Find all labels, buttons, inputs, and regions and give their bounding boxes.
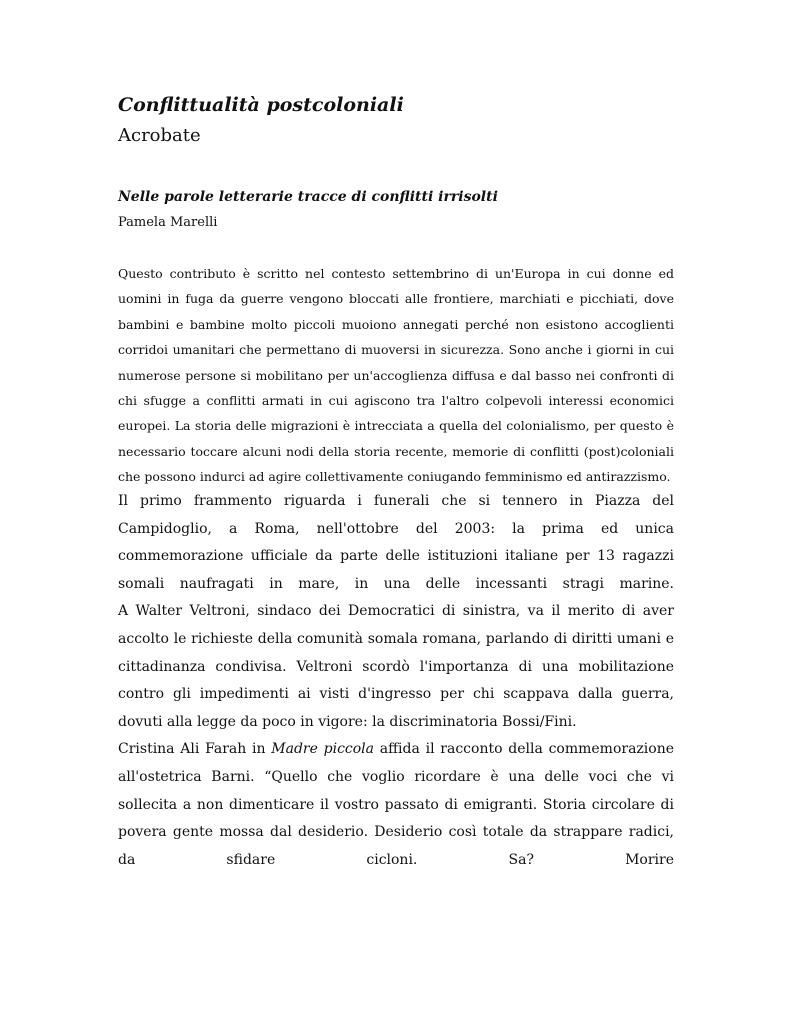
abstract-text: Questo contributo è scritto nel contesto settembrino di un'Europa in cui donne ed uomini in fuga da guerre vengono bloccati alle frontiere, marchiati e picchiati, dove bambini e bambine molto piccoli muoiono annegati perché non esistono accoglienti corridoi umanitari che permettano di muoversi in sicurezza. Sono anche i giorni in cui numerose persone si mobilitano per un'accoglienza diffusa e dal basso nei confronti di chi sfugge a conflitti armati in cui agiscono tra l'altro colpevoli interessi economici europei. La storia delle migrazioni è intrecciata a quella del colonialismo, per questo è necessario toccare alcuni nodi della storia recente, memorie di conflitti (post)coloniali che possono indurci ad agire collettivamente coniugando femminismo ed antirazzismo. bbox=[118, 266, 674, 485]
section-subtitle: Acrobate bbox=[118, 125, 201, 146]
body-paragraph-1: Il primo frammento riguarda i funerali che si tennero in Piazza del Campidoglio, a Roma, nell'ottobre del 2003: la prima ed unica commemorazione ufficiale da parte delle istituzioni italiane per 13 ragazzi somali naufragati in mare, in una delle incessanti stragi marine. bbox=[118, 493, 674, 592]
body-paragraph-3 bbox=[118, 736, 674, 874]
article-body bbox=[118, 488, 674, 874]
article-author: Pamela Marelli bbox=[118, 215, 218, 230]
article-title: Nelle parole letterarie tracce di conflitti irrisolti bbox=[118, 189, 498, 205]
body-paragraph-2: A Walter Veltroni, sindaco dei Democratici di sinistra, va il merito di aver accolto le richieste della comunità somala romana, parlando di diritti umani e cittadinanza condivisa. Veltroni scordò l'importanza di una mobilitazione contro gli impedimenti ai visti d'ingresso per chi scappava dalla guerra, dovuti alla legge da poco in vigore: la discriminatoria Bossi/Fini. bbox=[118, 603, 674, 730]
paragraph-3-intro: Cristina Ali Farah in bbox=[118, 741, 272, 758]
paragraph-3-quote: affida il racconto della commemorazione all'ostetrica Barni. “Quello che voglio ricordare è una delle voci che vi sollecita a non dimenticare il vostro passato di emigranti. Storia circolare di povera gente mossa dal desiderio. Desiderio così totale da strappare radici, da sfidare cicloni. Sa? Morire bbox=[118, 741, 674, 868]
abstract-paragraph bbox=[118, 261, 674, 490]
book-title: Madre piccola bbox=[271, 741, 375, 758]
section-title: Conflittualità postcoloniali bbox=[118, 94, 404, 116]
